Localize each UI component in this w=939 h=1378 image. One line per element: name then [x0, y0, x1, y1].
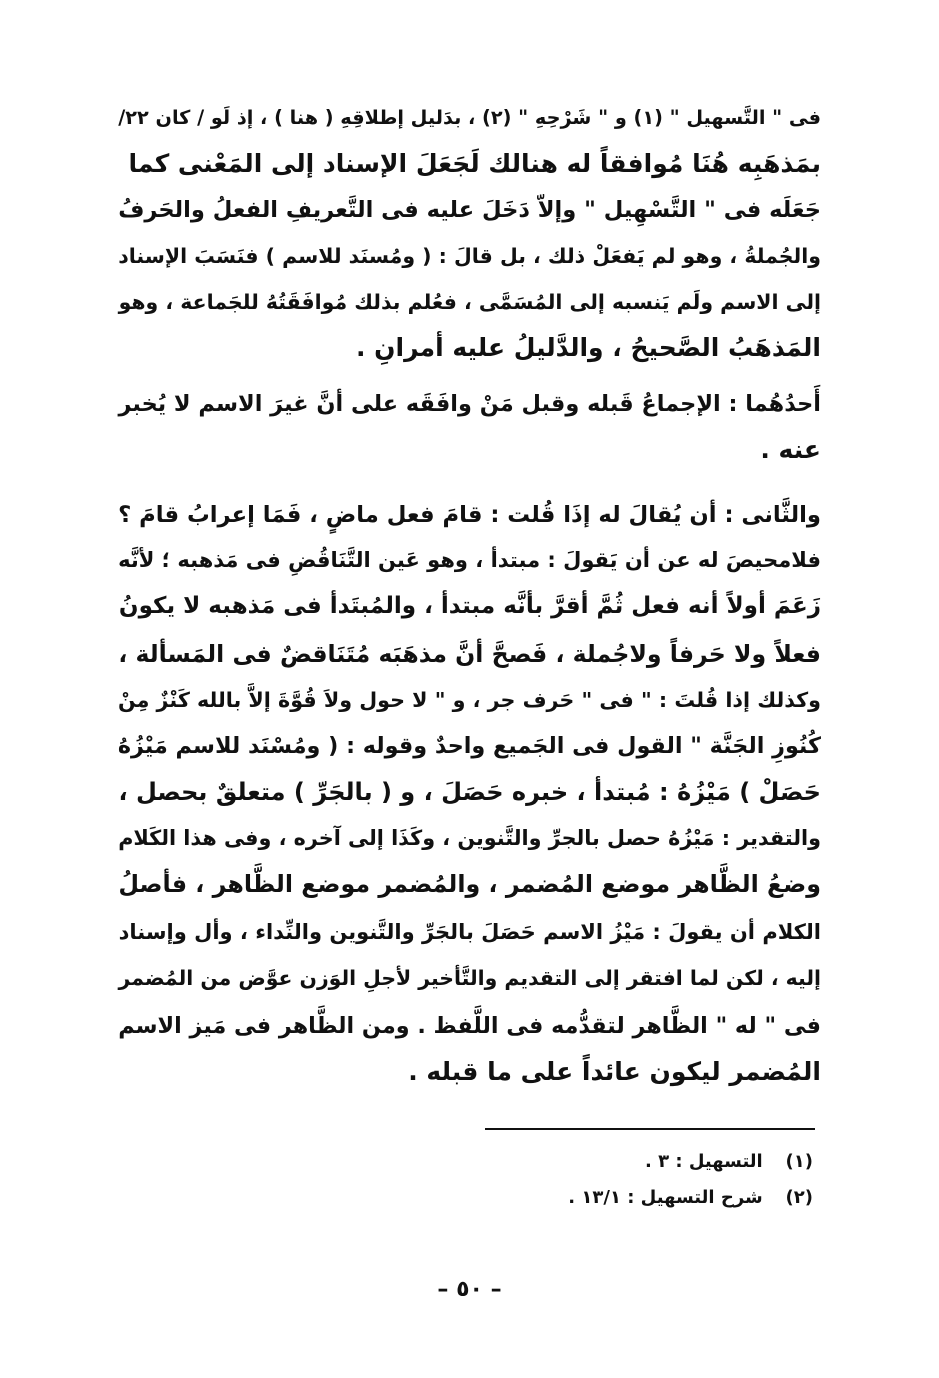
body-line: والجُملةُ ، وهو لم يَفعَلْ ذلك ، بل قالَ : ( ومُسنَد للاسم ) فنَسَبَ الإسناد [118, 244, 821, 268]
footnote-number: (١) [785, 1151, 813, 1172]
footnote-number: (٢) [785, 1187, 813, 1208]
body-line: فعلاً ولا حَرفاً ولاجُملة ، فَصحَّ أنَّ مذهَبَه مُتَنَاقضٌ فى المَسألة ، [118, 640, 821, 668]
body-line: الكلام أن يقولَ : مَيْزُ الاسم حَصَلَ بالجَرِّ والتَّنوين والنِّداء ، وأل وإسناد [118, 919, 821, 944]
footnote-text: التسهيل : ٣ . [644, 1151, 763, 1172]
body-line: جَعَلَه فى " التَّسْهِيل " وإلاّ دَخَلَ عليه فى التَّعريفِ الفعلُ والحَرفُ [118, 197, 821, 223]
body-line: أَحدُهُما : الإجماعُ قَبله وقبل مَنْ وافَقَه على أنَّ غيرَ الاسم لا يُخبر [118, 391, 821, 417]
body-line: بمَذهَبِه هُنَا مُوافقاً له هنالك لَجَعَلَ الإسناد إلى المَعْنى كما [128, 149, 821, 178]
body-line: المُضمر ليكون عائداً على ما قبله . [408, 1057, 821, 1086]
footnote-divider [485, 1128, 815, 1130]
footnote-text: شرح التسهيل : ١٣/١ . [568, 1187, 763, 1208]
footnote [568, 1184, 813, 1212]
body-line: كُنُوزِ الجَنَّة " القول فى الجَميع واحدٌ وقوله : ( ومُسْنَد للاسم مَيْزُهُ [117, 733, 821, 759]
body-line: فى " التَّسهيل " (١) و " شَرْحِهِ " (٢) ، بدَليل إطلاقِهِ ( هنا ) ، إذ لَو / كان ٢٢/ [118, 106, 821, 129]
body-line: عنه . [760, 435, 821, 464]
body-line: فى " له " الظَّاهر لتقدُّمه فى اللَّفظ . ومن الظَّاهر فى مَيز الاسم [118, 1013, 821, 1039]
body-line: وكذلك إذا قُلتَ : " فى " حَرف جر ، و " لا حول ولاَ قُوَّةَ إلاَّ بالله كَنْزٌ مِنْ [118, 688, 821, 712]
page-number: – ٥٠ – [437, 1277, 502, 1302]
footnote [645, 1148, 813, 1176]
body-line: والتقدير : مَيْزُهُ حصل بالجرِّ والتَّنوين ، وكَذَا إلى آخره ، وفى هذا الكَلام [118, 826, 821, 850]
body-line: زَعَمَ أولاً أنه فعل ثُمَّ أقرَّ بأنَّه مبتدأ ، والمُبتَدأ فى مَذهبه لا يكونُ [118, 593, 821, 619]
body-line: حَصَلْ ) مَيْزُهُ : مُبتدأ ، خبره حَصَلَ ، و ( بالجَرِّ ) متعلقٌ بحصل ، [118, 778, 821, 806]
body-line: فلامحيصَ له عن أن يَقولَ : مبتدأ ، وهو عَين التَّنَاقُضِ فى مَذهبه ؛ لأنَّه [118, 547, 821, 572]
body-line: المَذهَبُ الصَّحيحُ ، والدَّليلُ عليه أمرانِ . [355, 333, 821, 362]
body-line: إلى الاسم ولَم يَنسبه إلى المُسَمَّى ، فعُلم بذلك مُوافَقَتُهُ للجَماعة ، وهو [118, 290, 821, 314]
body-line: إليه ، لكن لما افتقر إلى التقديم والتَّأخير لأجلِ الوَزن عوَّض من المُضمر [118, 966, 821, 990]
body-line: وضعُ الظَّاهر موضع المُضمر ، والمُضمر موضع الظَّاهر ، فأصلُ [118, 870, 821, 898]
body-line: والثَّانى : أن يُقالَ له إذَا قُلت : قامَ فعل ماضٍ ، فَمَا إعرابُ قامَ ؟ [118, 502, 821, 528]
